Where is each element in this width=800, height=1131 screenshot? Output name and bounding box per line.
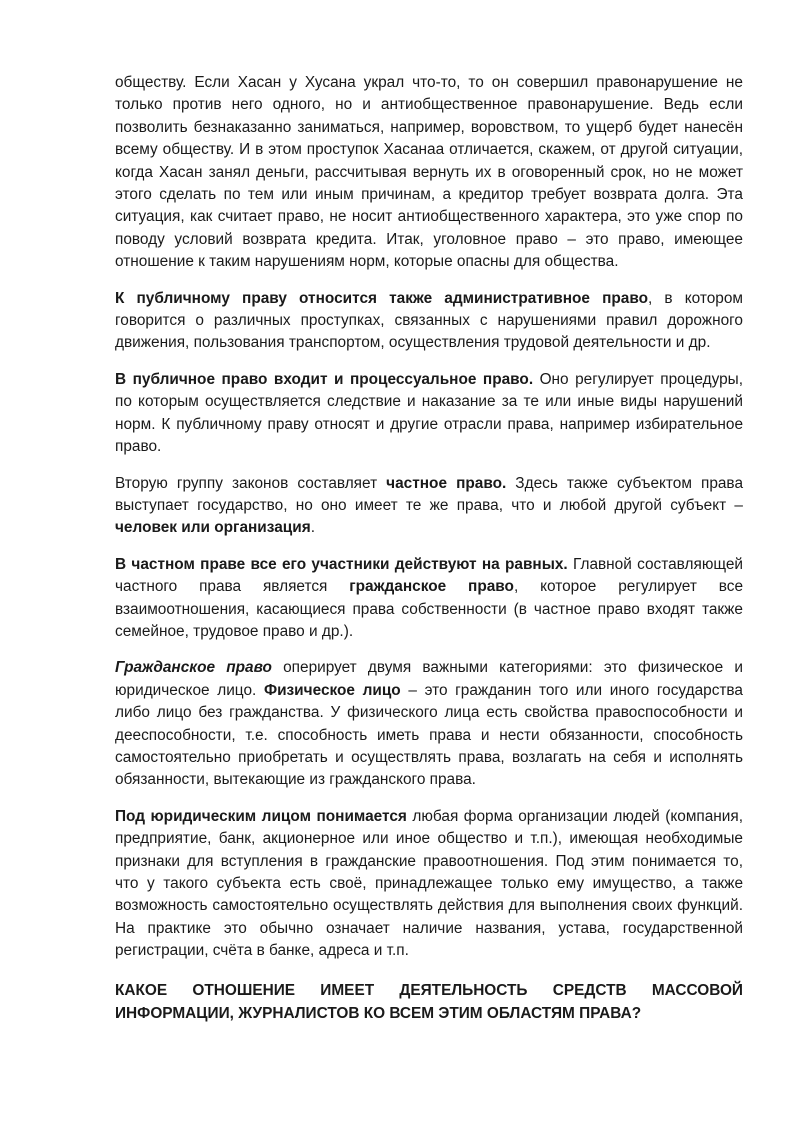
paragraph-3 bbox=[115, 369, 743, 459]
text-segment: Физическое лицо bbox=[263, 681, 401, 699]
text-segment: В частном праве все его участники действуют на равных. bbox=[115, 555, 568, 573]
text-segment: частное право. bbox=[386, 474, 507, 492]
text-segment: , которое регулирует все взаимоотношения, касающиеся права собственности (в частное право входят также семейное, трудовое право и др.). bbox=[115, 578, 744, 640]
text-segment: – это гражданин того или иного государства либо лицо без гражданства. У физического лица есть свойства правоспособности и дееспособности, т.е. способность иметь права и нести обязанности, способность самостоятельно приобретать и осуществлять права, возлагать на себя и исполнять обязанности, вытекающие из гражданского права. bbox=[115, 681, 743, 789]
text-segment: К публичному праву относится также административное право bbox=[115, 289, 649, 307]
text-segment: В публичное право входит и процессуальное право. bbox=[115, 370, 534, 388]
text-segment: Оно регулирует процедуры, по которым осуществляется следствие и наказание за те или иные виды нарушений норм. К публичному праву относят и другие отрасли права, например избирательное право. bbox=[115, 370, 743, 456]
paragraph-4 bbox=[115, 473, 743, 540]
text-segment: обществу. Если Хасан у Хусана украл что-то, то он совершил правонарушение не только против него одного, но и антиобщественное правонарушение. Ведь если позволить безнаказанно заниматься, например, воровством, то ущерб будет нанесён всему обществу. И в этом проступок Хасанаа отличается, скажем, от другой ситуации, когда Хасан занял деньги, рассчитывая вернуть их в оговоренный срок, но не может этого сделать по тем или иным причинам, а кредитор требует возврата долга. Эта ситуация, как считает право, не носит антиобщественного характера, это уже спор по поводу условий возврата кредита. Итак, уголовное право – это право, имеющее отношение к таким нарушениям норм, которые опасны для общества. bbox=[115, 74, 743, 271]
text-segment: гражданское право bbox=[349, 578, 514, 596]
text-segment: Под юридическим лицом понимается bbox=[115, 807, 407, 825]
text-segment: любая форма организации людей (компания, предприятие, банк, акционерное или иное общество и т.п.), имеющая необходимые признаки для вступления в гражданские правоотношения. Под этим понимается то, что у такого субъекта есть своё, принадлежащее только ему имущество, а также возможность самостоятельно осуществлять действия для выполнения своих функций. На практике это обычно означает наличие названия, устава, государственной регистрации, счёта в банке, адреса и т.п. bbox=[115, 807, 744, 960]
paragraph-6 bbox=[115, 657, 743, 791]
text-segment: , в котором говорится о различных проступках, связанных с нарушениями правил дорожного движения, пользования транспортом, осуществления трудовой деятельности и др. bbox=[115, 289, 743, 352]
text-segment: Вторую группу законов составляет bbox=[115, 474, 387, 492]
text-segment: Здесь также субъектом права выступает государство, но оно имеет те же права, что и любой другой субъект – bbox=[115, 474, 743, 514]
section-heading: КАКОЕ ОТНОШЕНИЕ ИМЕЕТ ДЕЯТЕЛЬНОСТЬ СРЕДСТВ МАССОВОЙ ИНФОРМАЦИИ, ЖУРНАЛИСТОВ КО ВСЕМ ЭТИМ ОБЛАСТЯМ ПРАВА? bbox=[115, 981, 743, 1022]
paragraph-5 bbox=[115, 554, 743, 644]
text-segment: . bbox=[310, 519, 315, 537]
paragraph-1 bbox=[115, 72, 743, 274]
text-segment: оперирует двумя важными категориями: это физическое и юридическое лицо. bbox=[115, 659, 744, 699]
text-segment: Главной составляющей частного права является bbox=[115, 555, 744, 596]
document-page bbox=[115, 72, 743, 1025]
text-segment: Гражданское право bbox=[115, 659, 272, 677]
text-segment: человек или организация bbox=[115, 519, 311, 537]
body-text bbox=[115, 72, 743, 963]
paragraph-7 bbox=[115, 806, 743, 963]
paragraph-2 bbox=[115, 288, 743, 355]
